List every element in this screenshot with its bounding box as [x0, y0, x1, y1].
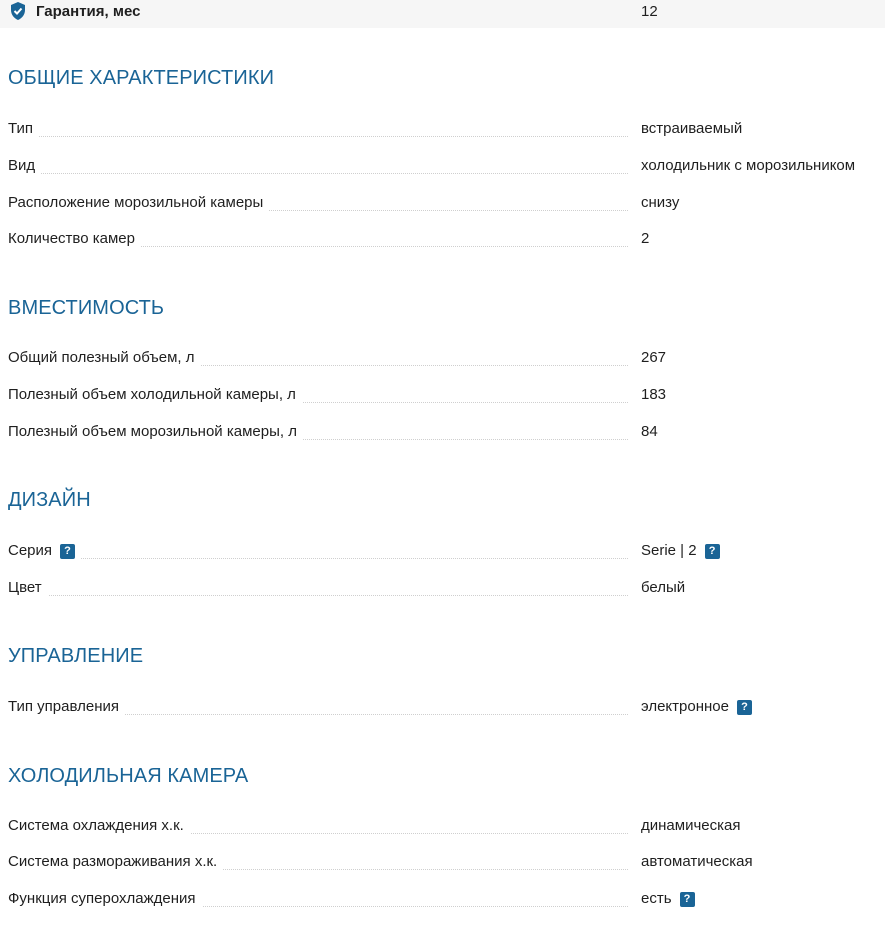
- spec-value: 2: [641, 230, 650, 247]
- spec-value: [641, 542, 720, 559]
- spec-row: [0, 157, 885, 179]
- section-title-capacity: ВМЕСТИМОСТЬ: [8, 297, 165, 319]
- spec-value: 183: [641, 386, 667, 403]
- spec-label: Общий полезный объем, л: [8, 349, 200, 366]
- spec-label: Полезный объем холодильной камеры, л: [8, 386, 302, 403]
- shield-check-icon: [10, 2, 26, 20]
- warranty-label: Гарантия, мес: [36, 3, 141, 20]
- spec-value-text: Serie | 2: [641, 542, 697, 559]
- spec-value: встраиваемый: [641, 120, 743, 137]
- spec-label: Расположение морозильной камеры: [8, 194, 269, 211]
- spec-label: Тип управления: [8, 698, 125, 715]
- question-icon[interactable]: ?: [680, 892, 695, 907]
- spec-row: [0, 698, 885, 720]
- warranty-row: [0, 0, 885, 28]
- question-icon[interactable]: ?: [737, 700, 752, 715]
- section-title-general: ОБЩИЕ ХАРАКТЕРИСТИКИ: [8, 67, 275, 89]
- spec-row: [0, 194, 885, 216]
- spec-row: [0, 230, 885, 252]
- dotted-leader: [8, 173, 628, 174]
- spec-value: автоматическая: [641, 853, 753, 870]
- question-icon[interactable]: ?: [60, 544, 75, 559]
- spec-label: Полезный объем морозильной камеры, л: [8, 423, 303, 440]
- spec-label-text: Серия: [8, 542, 53, 559]
- spec-value: [641, 890, 695, 907]
- question-icon[interactable]: ?: [705, 544, 720, 559]
- dotted-leader: [8, 136, 628, 137]
- spec-value-text: есть: [641, 890, 672, 907]
- spec-row: [0, 853, 885, 875]
- warranty-value: 12: [641, 3, 658, 20]
- spec-row: [0, 386, 885, 408]
- spec-label: Количество камер: [8, 230, 141, 247]
- dotted-leader: [8, 558, 628, 559]
- spec-label: Система охлаждения х.к.: [8, 817, 190, 834]
- spec-label: Тип: [8, 120, 39, 137]
- spec-row: [0, 890, 885, 912]
- dotted-leader: [8, 595, 628, 596]
- spec-value: снизу: [641, 194, 680, 211]
- spec-row: [0, 817, 885, 839]
- spec-value-text: электронное: [641, 698, 729, 715]
- section-title-design: ДИЗАЙН: [8, 489, 91, 511]
- spec-row: [0, 349, 885, 371]
- spec-value: холодильник с морозильником: [641, 157, 856, 174]
- spec-row: [0, 542, 885, 564]
- spec-row: [0, 423, 885, 445]
- section-title-control: УПРАВЛЕНИЕ: [8, 645, 144, 667]
- spec-label: Функция суперохлаждения: [8, 890, 202, 907]
- spec-value: [641, 698, 752, 715]
- spec-label: Система размораживания х.к.: [8, 853, 223, 870]
- spec-value: белый: [641, 579, 686, 596]
- spec-label: Цвет: [8, 579, 48, 596]
- spec-label: [8, 542, 81, 559]
- spec-label: Вид: [8, 157, 41, 174]
- spec-value: динамическая: [641, 817, 741, 834]
- spec-row: [0, 579, 885, 601]
- section-title-fridge-chamber: ХОЛОДИЛЬНАЯ КАМЕРА: [8, 765, 249, 787]
- spec-value: 84: [641, 423, 658, 440]
- spec-value: 267: [641, 349, 667, 366]
- spec-row: [0, 120, 885, 142]
